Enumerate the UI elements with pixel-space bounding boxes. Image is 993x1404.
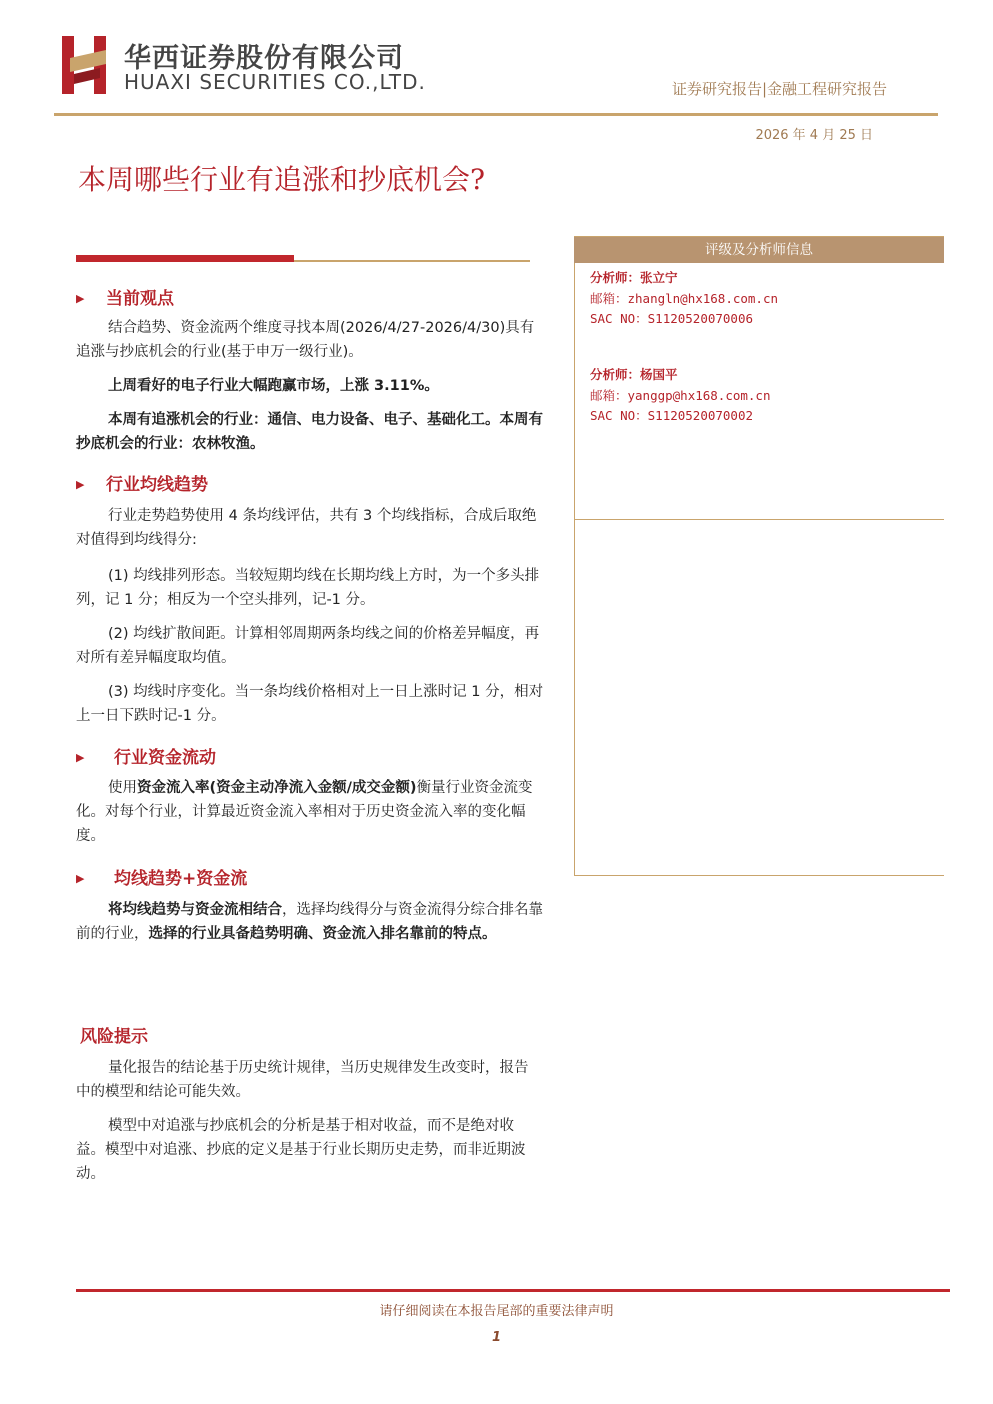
- header-divider: [54, 113, 938, 116]
- report-title: 本周哪些行业有追涨和抄底机会?: [78, 163, 486, 196]
- panel-bottom-border: [574, 875, 944, 876]
- analyst-1-sac: SAC NO：S1120520070006: [590, 311, 754, 326]
- huaxi-logo-icon: [56, 30, 116, 100]
- ma-paragraph-3: (2) 均线扩散间距。计算相邻周期两条均线之间的价格差异幅度，再对所有差异幅度取均值。: [76, 626, 540, 666]
- flow-paragraph-1: 使用资金流入率(资金主动净流入金额/成交金额)衡量行业资金流变化。对每个行业，计算最近资金流入率相对于历史资金流入率的变化幅度。: [76, 780, 533, 844]
- company-name-cn: 华西证券股份有限公司: [124, 43, 404, 74]
- triangle-bullet-icon: ▶: [76, 292, 85, 305]
- section-heading-combo: ▶ 均线趋势+资金流: [76, 869, 248, 889]
- analyst-1-email[interactable]: 邮箱：zhangln@hx168.com.cn: [590, 291, 779, 306]
- view-paragraph-2: 上周看好的电子行业大幅跑赢市场，上涨 3.11%。: [108, 378, 439, 394]
- risk-paragraph-1: 量化报告的结论基于历史统计规律，当历史规律发生改变时，报告中的模型和结论可能失效。: [76, 1060, 529, 1100]
- page-number: 1: [491, 1330, 502, 1345]
- report-type: 证券研究报告|金融工程研究报告: [671, 80, 887, 98]
- risk-heading: 风险提示: [80, 1027, 148, 1047]
- view-paragraph-1: 结合趋势、资金流两个维度寻找本周(2026/4/27-2026/4/30)具有追涨与抄底机会的行业(基于申万一级行业)。: [76, 320, 535, 360]
- section-heading-view: ▶ 当前观点: [76, 289, 174, 309]
- footer-divider: [76, 1289, 950, 1292]
- triangle-bullet-icon: ▶: [76, 751, 85, 764]
- legal-notice: 请仔细阅读在本报告尾部的重要法律声明: [379, 1304, 614, 1319]
- report-date: 2026 年 4 月 25 日: [755, 128, 873, 143]
- analyst-2-sac: SAC NO：S1120520070002: [590, 408, 754, 423]
- left-accent-rule: [294, 260, 530, 262]
- analyst-2-name: 分析师：杨国平: [590, 367, 678, 382]
- company-name-en: HUAXI SECURITIES CO.,LTD.: [124, 70, 426, 94]
- analyst-2-email[interactable]: 邮箱：yanggp@hx168.com.cn: [590, 388, 771, 403]
- ma-paragraph-4: (3) 均线时序变化。当一条均线价格相对上一日上涨时记 1 分，相对上一日下跌时记-1 分。: [76, 684, 544, 724]
- analyst-1-name: 分析师：张立宁: [590, 270, 678, 285]
- combo-paragraph-1: 将均线趋势与资金流相结合，选择均线得分与资金流得分综合排名靠前的行业，选择的行业具备趋势明确、资金流入排名靠前的特点。: [76, 902, 543, 942]
- risk-paragraph-2: 模型中对追涨与抄底机会的分析是基于相对收益，而不是绝对收益。模型中对追涨、抄底的定义是基于行业长期历史走势，而非近期波动。: [76, 1118, 526, 1182]
- left-accent-bar: [76, 255, 294, 262]
- ma-paragraph-1: 行业走势趋势使用 4 条均线评估，共有 3 个均线指标，合成后取绝对值得到均线得分:: [76, 508, 537, 548]
- section-heading-flow: ▶ 行业资金流动: [76, 748, 216, 768]
- analyst-panel-header: 评级及分析师信息: [574, 237, 944, 263]
- ma-paragraph-2: (1) 均线排列形态。当较短期均线在长期均线上方时，为一个多头排列，记 1 分；相反为一个空头排列，记-1 分。: [76, 568, 540, 608]
- panel-divider: [574, 519, 944, 520]
- section-heading-ma: ▶ 行业均线趋势: [76, 475, 208, 495]
- triangle-bullet-icon: ▶: [76, 478, 85, 491]
- panel-left-border: [574, 263, 575, 876]
- view-paragraph-3: 本周有追涨机会的行业：通信、电力设备、电子、基础化工。本周有抄底机会的行业：农林牧渔。: [76, 412, 543, 452]
- triangle-bullet-icon: ▶: [76, 872, 85, 885]
